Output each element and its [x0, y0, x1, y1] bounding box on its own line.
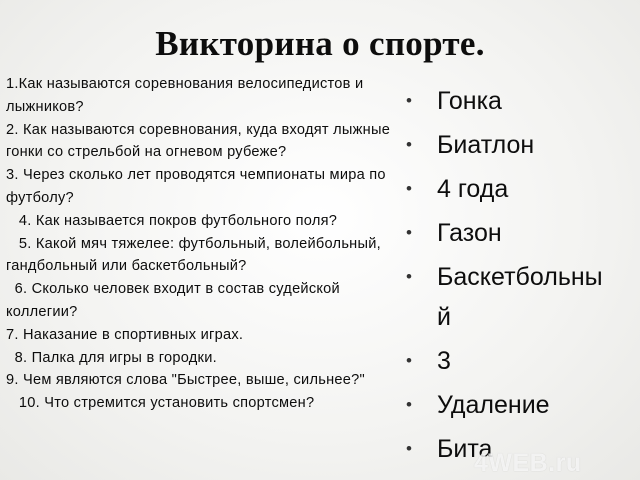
answers-list [406, 81, 636, 473]
answer-text: 3 [437, 347, 451, 375]
answer-text: Баскетбольный [437, 263, 603, 331]
watermark: 4WEB.ru [474, 449, 582, 477]
answer-text: Удаление [437, 391, 550, 419]
answer-item [406, 257, 636, 337]
question-item: 2. Как называются соревнования, куда входят лыжные гонки со стрельбой на огневом рубеже? [6, 121, 395, 161]
answer-text: 4 года [437, 175, 509, 203]
answer-text: Бита [437, 435, 493, 463]
bullet-icon: • [406, 395, 412, 414]
bullet-icon: • [406, 439, 412, 458]
answer-item [406, 169, 636, 209]
answer-text: Газон [437, 219, 502, 247]
question-item: 1.Как называются соревнования велосипедистов и лыжников? [6, 76, 368, 115]
answer-item [406, 81, 636, 121]
answer-item [406, 213, 636, 253]
answer-item [406, 385, 636, 425]
answer-text: Биатлон [437, 131, 535, 159]
question-item: 5. Какой мяч тяжелее: футбольный, волейбольный, гандбольный или баскетбольный? [6, 235, 386, 275]
questions-list [6, 73, 396, 415]
bullet-icon: • [406, 223, 412, 242]
slide-title: Викторина о спорте. [155, 24, 485, 63]
bullet-icon: • [406, 135, 412, 154]
question-item: 10. Что стремится установить спортсмен? [6, 395, 315, 412]
question-item: 7. Наказание в спортивных играх. [6, 326, 244, 343]
bullet-icon: • [406, 91, 412, 110]
answer-item [406, 341, 636, 381]
question-item: 4. Как называется покров футбольного поля? [6, 212, 338, 229]
question-item: 3. Через сколько лет проводятся чемпионаты мира по футболу? [6, 167, 391, 206]
question-item: 8. Палка для игры в городки. [6, 349, 217, 366]
bullet-icon: • [406, 179, 412, 198]
bullet-icon: • [406, 351, 412, 370]
question-item: 9. Чем являются слова "Быстрее, выше, сильнее?" [6, 372, 365, 389]
bullet-icon: • [406, 267, 412, 286]
answer-item [406, 125, 636, 165]
question-item: 6. Сколько человек входит в состав судейской коллегии? [6, 281, 345, 320]
answer-text: Гонка [437, 87, 502, 115]
